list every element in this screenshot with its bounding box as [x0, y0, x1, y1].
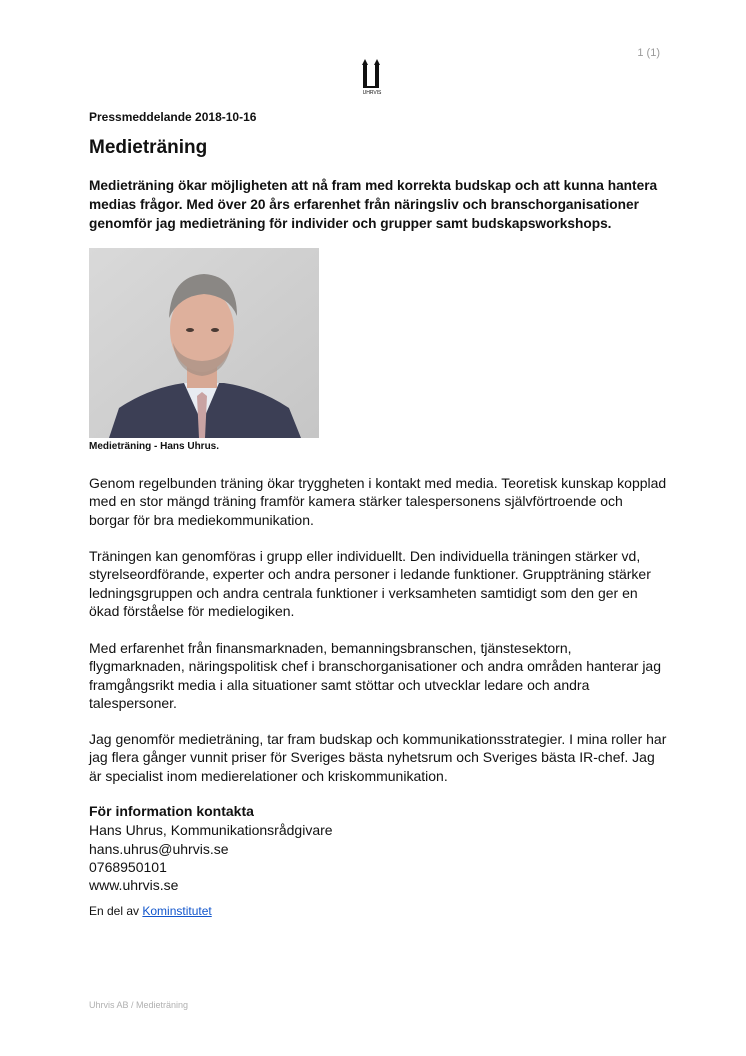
contact-phone: 0768950101: [89, 859, 167, 875]
portrait-photo: [89, 248, 319, 438]
body-paragraph: Träningen kan genomföras i grupp eller individuellt. Den individuella träningen stärker vd, styrelseordförande, experter och andra personer i ledande funktioner. Gruppträning stärker ledningsgruppen och andra centrala funktioner i verksamheten samtidigt som den ger en ökad förståelse för medielogiken.: [89, 548, 651, 620]
photo-caption: Medieträning - Hans Uhrus.: [89, 441, 220, 452]
logo-wordmark: UHRVIS: [362, 90, 382, 96]
uhrvis-logo: [361, 59, 383, 96]
lead-paragraph: Medieträning ökar möjligheten att nå fram med korrekta budskap och att kunna hantera medias frågor. Med över 20 års erfarenhet från näringsliv och branschorganisationer genomför jag medieträning för individer och grupper samt budskapsworkshops.: [89, 178, 658, 231]
body-paragraph: Genom regelbunden träning ökar tryggheten i kontakt med media. Teoretisk kunskap kopplad med en stor mängd träning framför kamera stärker talespersonens självförtroende och borgar för bra mediekommunikation.: [89, 475, 667, 528]
body-paragraph: Jag genomför medieträning, tar fram budskap och kommunikationsstrategier. I mina roller har jag flera gånger vunnit priser för Sveriges bästa nyhetsrum och Sveriges bästa IR-chef. Jag är specialist inom medierelationer och kriskommunikation.: [89, 731, 667, 784]
press-release-date: Pressmeddelande 2018-10-16: [89, 110, 257, 124]
part-of-line: [89, 904, 212, 918]
contact-website[interactable]: www.uhrvis.se: [89, 877, 179, 893]
page-title: Medieträning: [89, 137, 208, 158]
contact-heading: För information kontakta: [89, 803, 254, 819]
body-paragraph: Med erfarenhet från finansmarknaden, bemanningsbranschen, tjänstesektorn, flygmarknaden, näringspolitisk chef i branschorganisationer och andra områden hanterar jag framgångsrikt media i alla situationer samt stöttar och utvecklar ledare och andra talespersoner.: [89, 640, 661, 712]
page-footer: Uhrvis AB / Medieträning: [89, 1000, 189, 1010]
contact-email[interactable]: hans.uhrus@uhrvis.se: [89, 841, 229, 857]
kominstitutet-link[interactable]: Kominstitutet: [142, 904, 212, 918]
part-of-prefix: En del av: [89, 904, 143, 918]
page-number: 1 (1): [637, 47, 660, 59]
contact-name: Hans Uhrus, Kommunikationsrådgivare: [89, 822, 333, 838]
